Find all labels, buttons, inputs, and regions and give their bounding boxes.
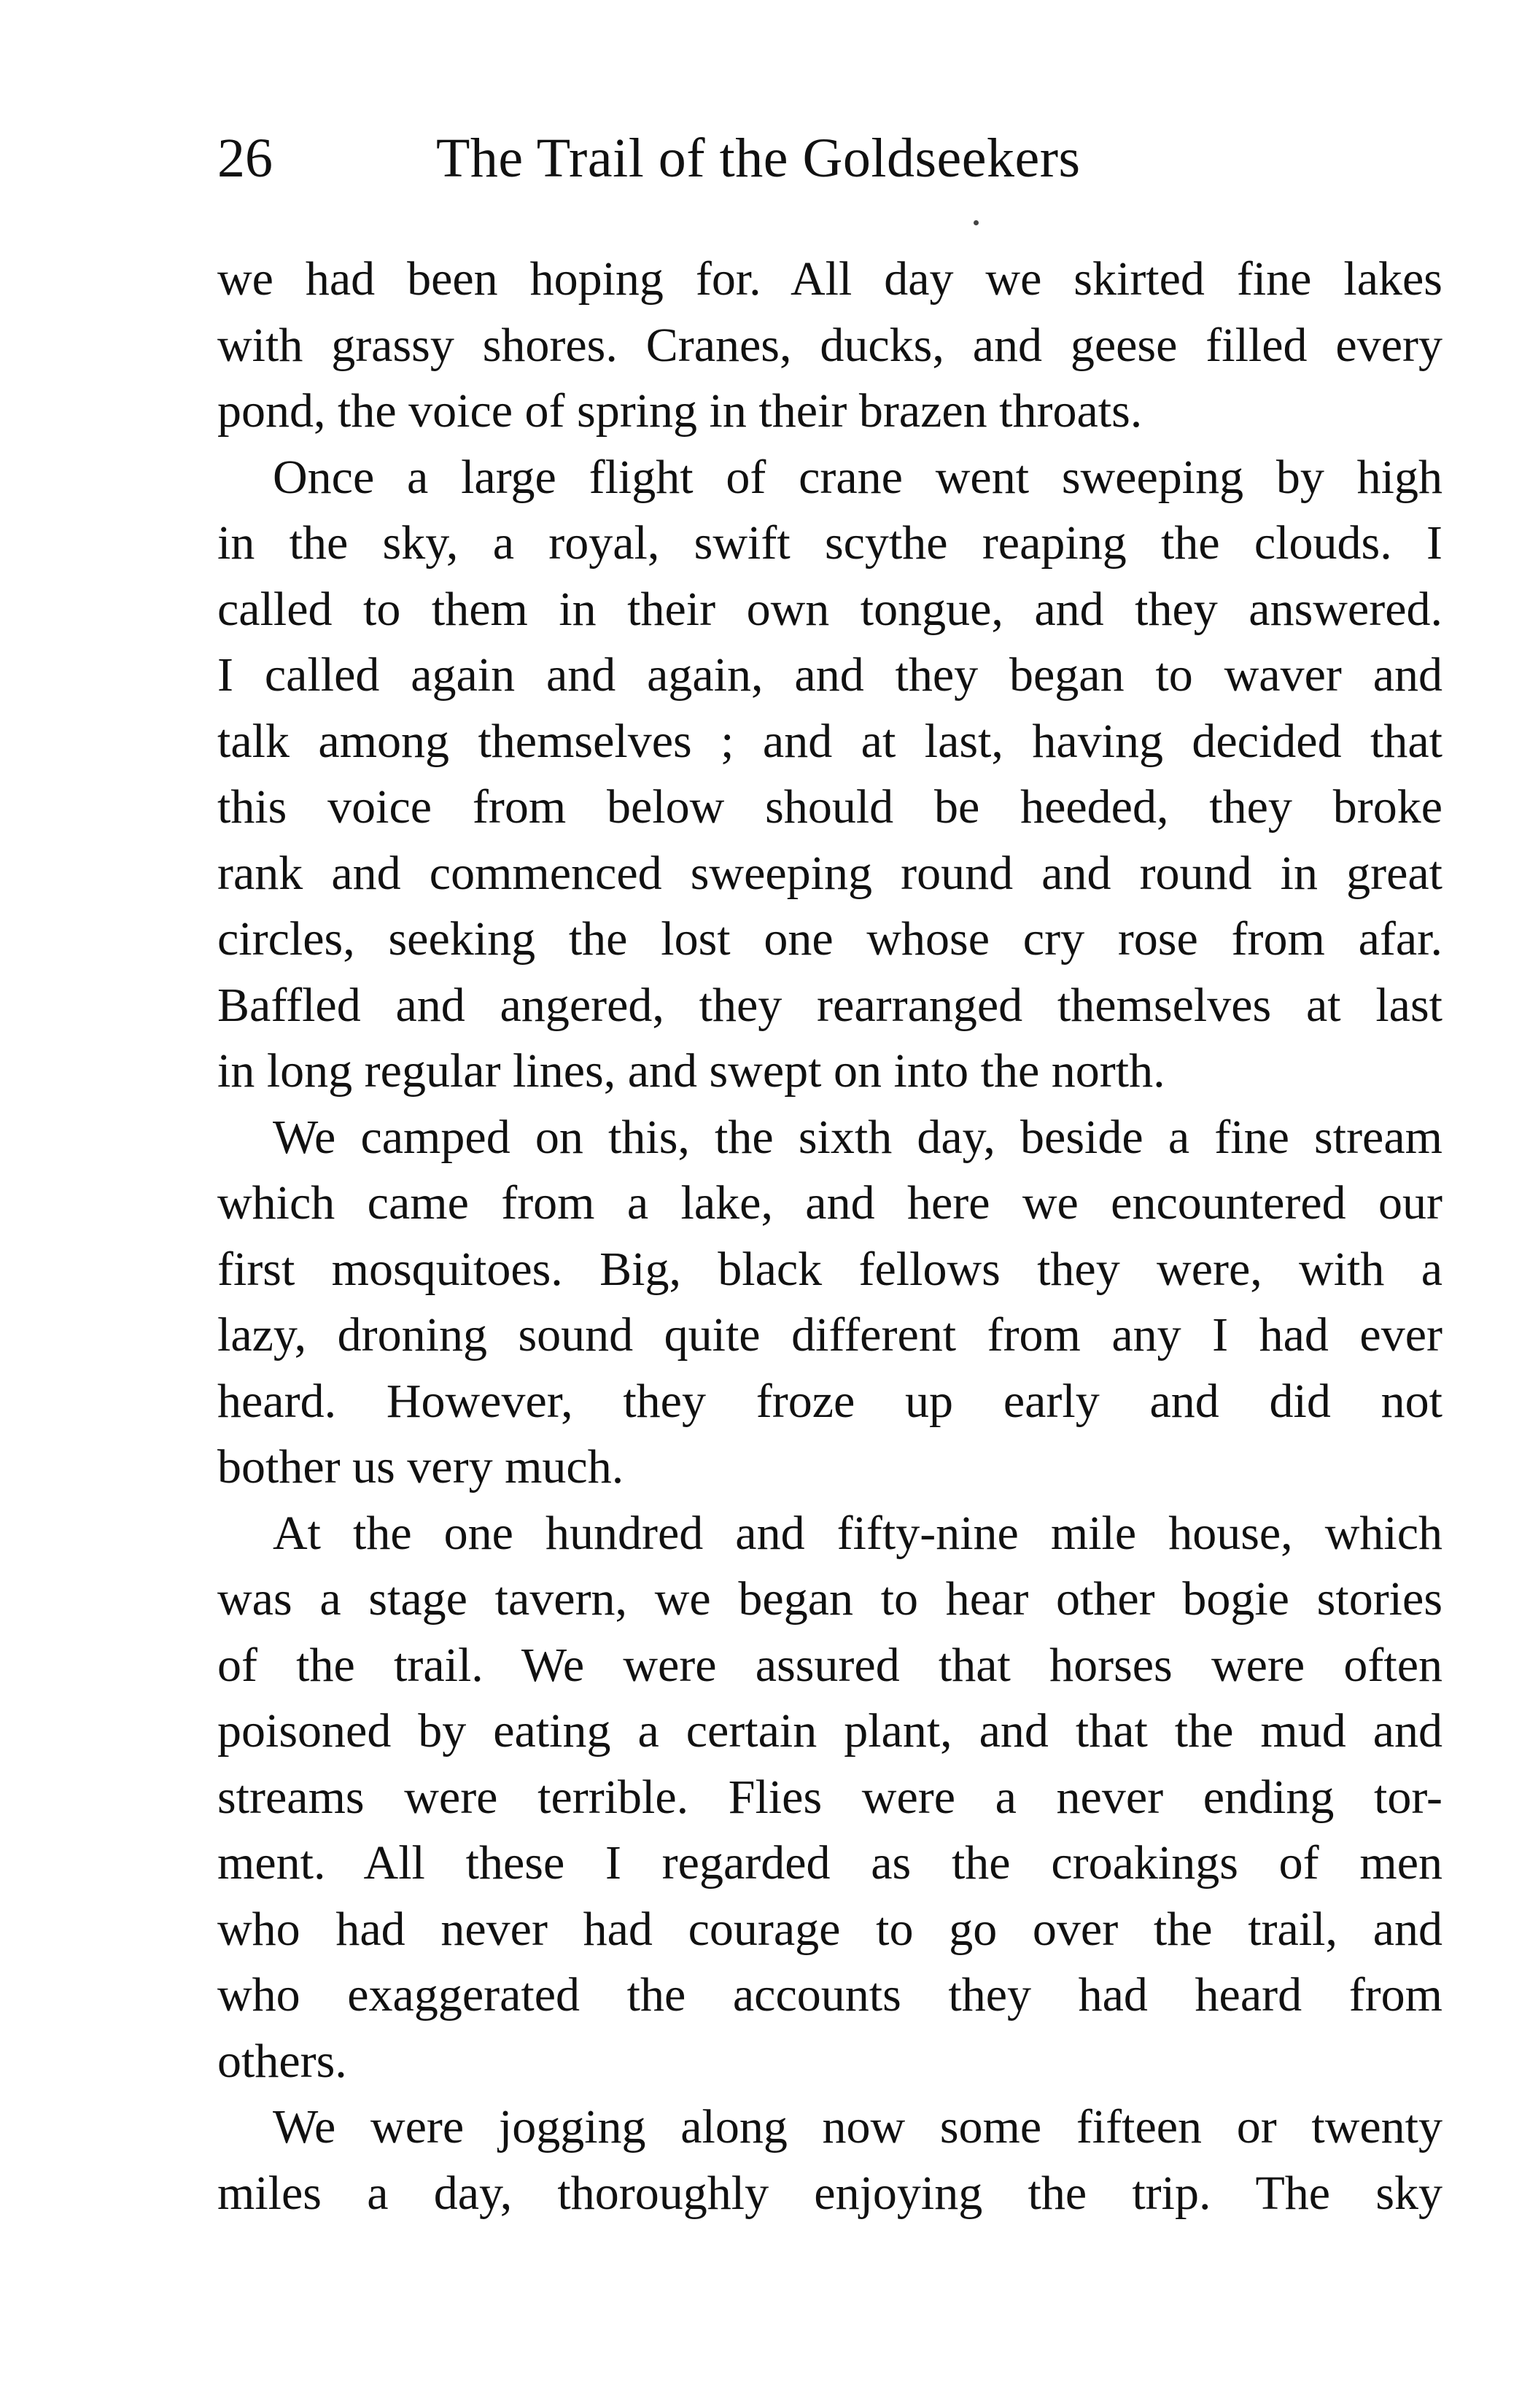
- text-line: of the trail. We were assured that horses were often: [217, 1638, 1442, 1692]
- text-line: with grassy shores. Cranes, ducks, and geese filled every: [217, 318, 1442, 372]
- text-line: We camped on this, the sixth day, beside a fine stream: [273, 1110, 1442, 1164]
- text-line: miles a day, thoroughly enjoying the trip. The sky: [217, 2166, 1442, 2220]
- text-line: I called again and again, and they began to waver and: [217, 648, 1442, 702]
- text-line: At the one hundred and fifty-nine mile house, which: [273, 1506, 1442, 1560]
- text-line: we had been hoping for. All day we skirted fine lakes: [217, 252, 1442, 306]
- text-line: which came from a lake, and here we encountered our: [217, 1176, 1442, 1230]
- running-title: The Trail of the Goldseekers: [436, 128, 1081, 189]
- text-line: this voice from below should be heeded, they broke: [217, 780, 1442, 834]
- text-line: Baffled and angered, they rearranged themselves at last: [217, 978, 1442, 1032]
- text-line: in the sky, a royal, swift scythe reaping the clouds. I: [217, 516, 1442, 570]
- text-line: lazy, droning sound quite different from any I had ever: [217, 1308, 1442, 1362]
- text-line: first mosquitoes. Big, black fellows they were, with a: [217, 1242, 1442, 1296]
- text-line: bother us very much.: [217, 1440, 624, 1494]
- text-line: pond, the voice of spring in their brazen throats.: [217, 384, 1143, 438]
- body-text: [217, 246, 1442, 2226]
- text-line: poisoned by eating a certain plant, and that the mud and: [217, 1704, 1442, 1758]
- print-speck: [974, 220, 979, 225]
- text-line: called to them in their own tongue, and they answered.: [217, 582, 1442, 636]
- text-line: ment. All these I regarded as the croakings of men: [217, 1836, 1442, 1889]
- text-line: rank and commenced sweeping round and round in great: [217, 846, 1442, 900]
- text-line: who had never had courage to go over the trail, and: [217, 1902, 1442, 1956]
- text-line: streams were terrible. Flies were a never ending tor-: [217, 1770, 1442, 1824]
- book-page: [217, 0, 1442, 2408]
- text-line: circles, seeking the lost one whose cry rose from afar.: [217, 912, 1442, 966]
- text-line: in long regular lines, and swept on into the north.: [217, 1044, 1165, 1098]
- running-head: [217, 125, 1442, 191]
- text-line: was a stage tavern, we began to hear other bogie stories: [217, 1572, 1442, 1626]
- page-number: 26: [217, 128, 273, 189]
- text-line: heard. However, they froze up early and did not: [217, 1374, 1442, 1428]
- text-line: talk among themselves ; and at last, having decided that: [217, 714, 1442, 768]
- text-line: We were jogging along now some fifteen or twenty: [273, 2100, 1442, 2153]
- text-line: who exaggerated the accounts they had heard from: [217, 1968, 1442, 2021]
- text-line: Once a large flight of crane went sweeping by high: [273, 450, 1442, 504]
- text-line: others.: [217, 2034, 347, 2088]
